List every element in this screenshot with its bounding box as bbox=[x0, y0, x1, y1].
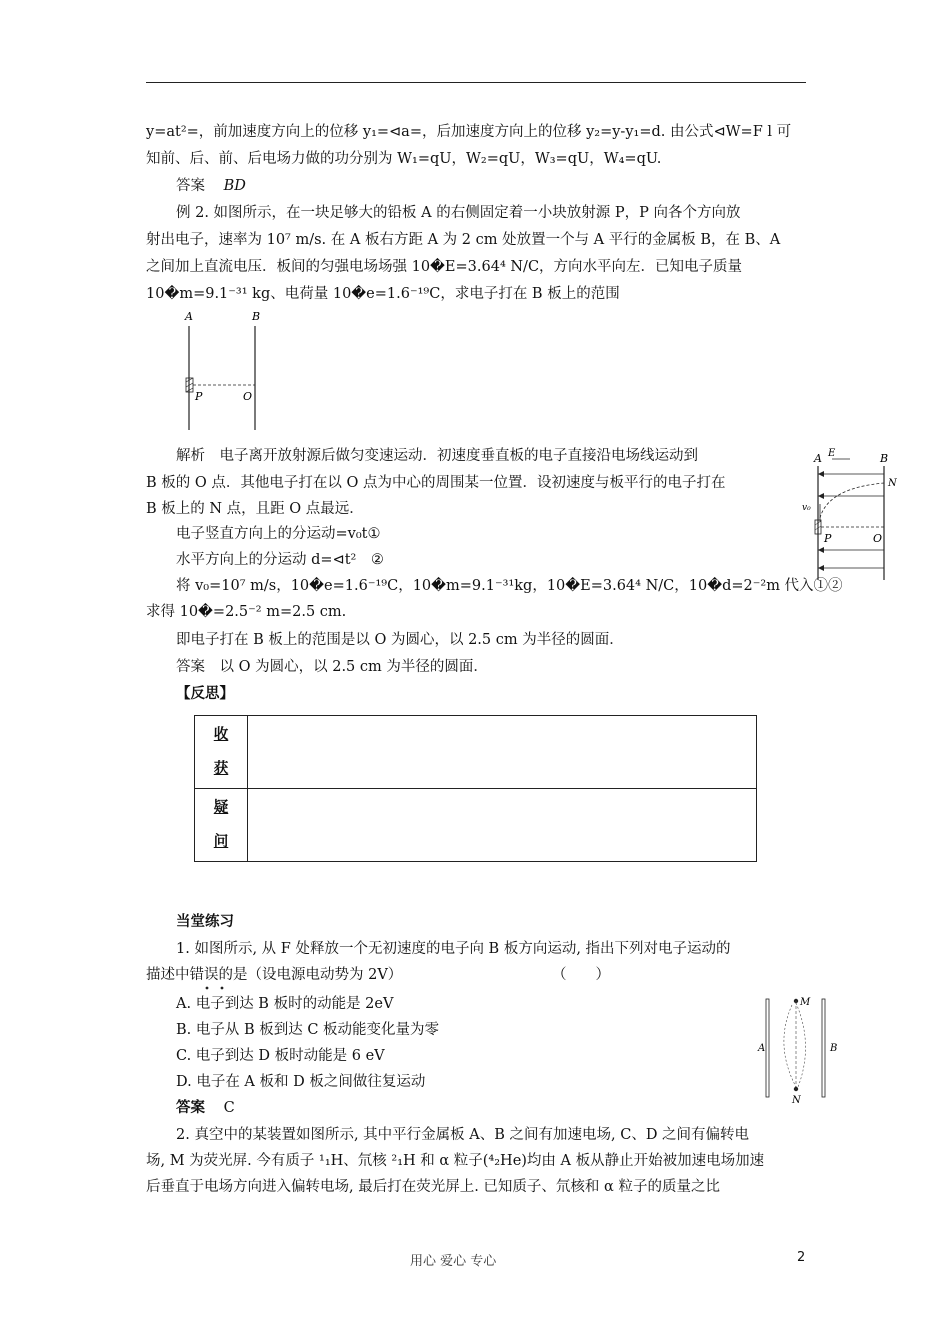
answer-value: BD bbox=[223, 178, 246, 194]
fig1-label-o: O bbox=[243, 390, 253, 403]
questions-input-cell[interactable] bbox=[248, 789, 757, 862]
fig2-label-b: B bbox=[880, 452, 889, 465]
answer-label: 答案 bbox=[176, 178, 205, 194]
label-char: 问 bbox=[213, 834, 229, 850]
practice-heading: 当堂练习 bbox=[176, 914, 234, 930]
solution-line: 水平方向上的分运动 d=⊲t² ② bbox=[176, 552, 384, 568]
page-number: 2 bbox=[797, 1250, 806, 1265]
fig2-label-e: E bbox=[828, 448, 836, 459]
fig2-label-n: N bbox=[888, 478, 897, 489]
example-2-line: 之间加上直流电压．板间的匀强电场场强 10�E=3.64⁴ N/C，方向水平向左．已知电子质量 bbox=[146, 259, 743, 275]
solution-line: 求得 10�=2.5⁻² m=2.5 cm. bbox=[146, 604, 347, 620]
footer-text: 用心 爱心 专心 bbox=[410, 1254, 497, 1269]
label-char: 获 bbox=[213, 761, 229, 777]
question-2-line: 后垂直于电场方向进入偏转电场, 最后打在荧光屏上. 已知质子、氘核和 α 粒子的质量之比 bbox=[146, 1179, 720, 1195]
solution-line: 电子竖直方向上的分运动=v₀t① bbox=[176, 526, 381, 542]
table-label-questions bbox=[195, 789, 248, 862]
text-line: 知前、后、前、后电场力做的功分别为 W₁=qU，W₂=qU，W₃=qU，W₄=qU. bbox=[146, 151, 662, 167]
example-2-line: 射出电子，速率为 10⁷ m/s. 在 A 板右方距 A 为 2 cm 处放置一个与 A 平行的金属板 B，在 B、A bbox=[146, 232, 781, 248]
example-2-line: 例 2. 如图所示，在一块足够大的铅板 A 的右侧固定着一小块放射源 P，P 向各个方向放 bbox=[176, 205, 741, 221]
question-2-line: 2. 真空中的某装置如图所示, 其中平行金属板 A、B 之间有加速电场, C、D 之间有偏转电 bbox=[176, 1127, 750, 1143]
figure-electric-field bbox=[798, 440, 910, 582]
option-d: D. 电子在 A 板和 D 板之间做往复运动 bbox=[176, 1074, 426, 1090]
solution-line: B 板的 O 点．其他电子打在以 O 点为中心的周围某一位置．设初速度与板平行的电子打在 bbox=[146, 475, 726, 491]
solution-line: 将 v₀=10⁷ m/s，10�e=1.6⁻¹⁹C，10�m=9.1⁻³¹kg，10�E=3.64⁴ N/C，10�d=2⁻²m 代入①② bbox=[176, 578, 843, 594]
gains-input-cell[interactable] bbox=[248, 716, 757, 789]
option-c: C. 电子到达 D 板时动能是 6 eV bbox=[176, 1048, 385, 1064]
fig1-label-p: P bbox=[195, 390, 203, 403]
solution-line: 解析 电子离开放射源后做匀变速运动．初速度垂直板的电子直接沿电场线运动到 bbox=[176, 448, 698, 464]
answer-3 bbox=[176, 1098, 235, 1118]
fig3-label-b: B bbox=[830, 1043, 838, 1054]
fig3-label-n: N bbox=[792, 1095, 801, 1105]
figure-plates-ab bbox=[175, 308, 270, 433]
fig1-label-a: A bbox=[185, 310, 193, 323]
question-1-line: 1. 如图所示, 从 F 处释放一个无初速度的电子向 B 板方向运动, 指出下列对电子运动的 bbox=[176, 941, 731, 957]
option-a: A. 电子到达 B 板时的动能是 2eV bbox=[176, 996, 394, 1012]
fig2-label-a: A bbox=[814, 452, 822, 465]
question-1-line: 描述中错误的是（设电源电动势为 2V） bbox=[146, 967, 403, 983]
fig2-label-p: P bbox=[824, 532, 832, 545]
answer-2: 答案 以 O 为圆心，以 2.5 cm 为半径的圆面． bbox=[176, 659, 488, 675]
question-2-line: 场, M 为荧光屏. 今有质子 ¹₁H、氘核 ²₁H 和 α 粒子(⁴₂He)均由 A 板从静止开始被加速电场加速 bbox=[146, 1153, 765, 1169]
label-char: 收 bbox=[213, 727, 229, 743]
fig3-label-m: M bbox=[800, 997, 811, 1008]
reflection-table bbox=[194, 715, 757, 862]
fig2-label-o: O bbox=[873, 532, 883, 545]
solution-line: 即电子打在 B 板上的范围是以 O 为圆心，以 2.5 cm 为半径的圆面． bbox=[176, 632, 624, 648]
option-b: B. 电子从 B 板到达 C 板动能变化量为零 bbox=[176, 1022, 440, 1038]
fig2-label-v0: v₀ bbox=[802, 503, 811, 513]
reflection-heading: 【反思】 bbox=[176, 686, 234, 702]
text-line: y=at²=，前加速度方向上的位移 y₁=⊲a=，后加速度方向上的位移 y₂=y-y₁=d. 由公式⊲W=F l 可 bbox=[146, 124, 792, 140]
fig3-label-a: A bbox=[758, 1043, 766, 1054]
header-rule bbox=[146, 82, 806, 83]
fig1-label-b: B bbox=[252, 310, 261, 323]
answer-1 bbox=[176, 176, 246, 196]
question-1-blank: （ ） bbox=[552, 967, 610, 983]
example-2-line: 10�m=9.1⁻³¹ kg、电荷量 10�e=1.6⁻¹⁹C，求电子打在 B 板上的范围 bbox=[146, 286, 620, 302]
answer-label: 答案 bbox=[176, 1100, 205, 1116]
emphasis-dots bbox=[202, 985, 242, 993]
answer-value: C bbox=[223, 1100, 235, 1116]
solution-line: B 板上的 N 点，且距 O 点最远． bbox=[146, 501, 364, 517]
figure-four-plates bbox=[752, 995, 844, 1105]
table-label-gains bbox=[195, 716, 248, 789]
label-char: 疑 bbox=[213, 800, 229, 816]
